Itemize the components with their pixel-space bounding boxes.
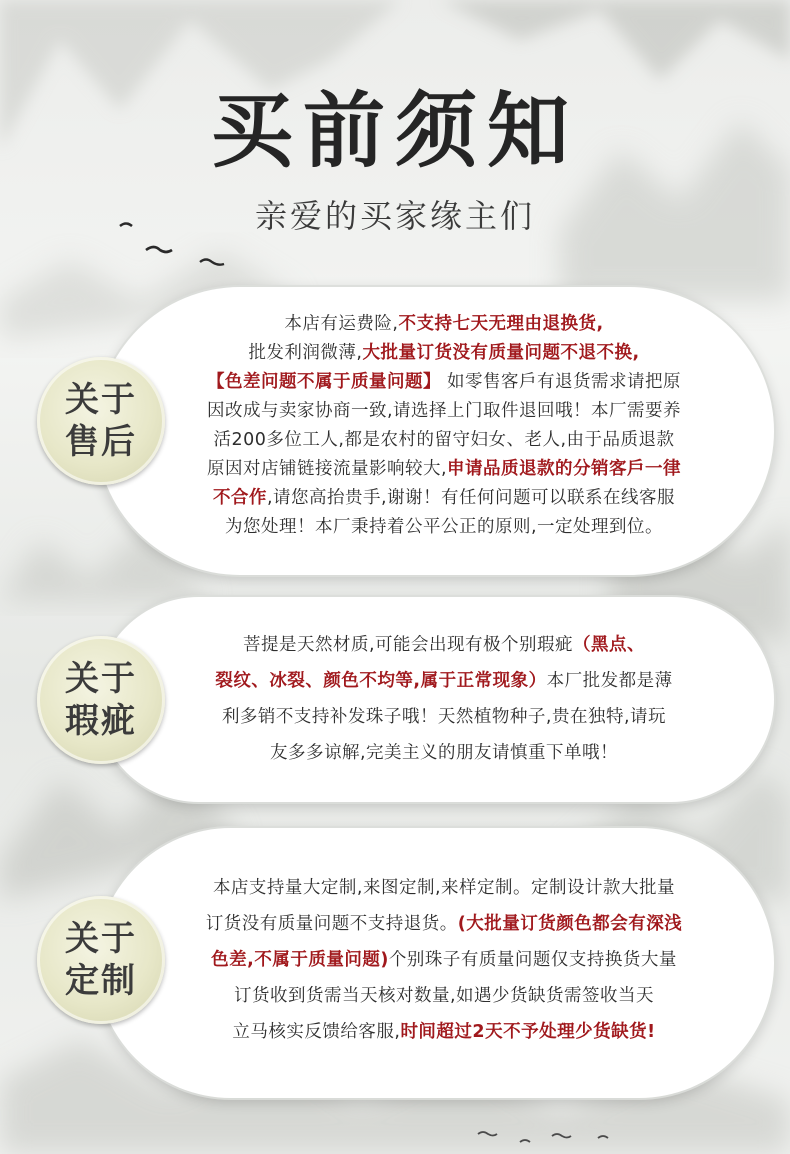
text-span: 本厂批发都是薄 <box>546 671 673 691</box>
text-span: 本店有运费险, <box>284 314 399 334</box>
text-line: 活200多位工人,都是农村的留守妇女、老人,由于品质退款 <box>213 430 675 450</box>
highlight-span: 【色差问题不属于质量问题】 <box>206 372 441 392</box>
highlight-span: 大批量订货没有质量问题不退不换, <box>362 343 640 363</box>
badge-label-line2: 定制 <box>65 961 137 1001</box>
flaws-text <box>160 627 728 771</box>
text-span: 原因对店铺链接流量影响较大, <box>206 459 448 479</box>
text-line <box>160 627 728 663</box>
after-sales-text <box>158 310 730 542</box>
text-line <box>158 1014 730 1050</box>
text-line <box>158 368 730 397</box>
text-line <box>158 455 730 484</box>
badge-label-line1: 关于 <box>65 919 137 959</box>
text-line: 为您处理！本厂秉持着公平公正的原则,一定处理到位。 <box>224 517 664 537</box>
text-span: 订货没有质量问题不支持退货。 <box>205 914 458 934</box>
text-span: 个别珠子有质量问题仅支持换货大量 <box>388 950 677 970</box>
text-span: 菩提是天然材质,可能会出现有极个别瑕疵 <box>242 635 574 655</box>
highlight-span: 申请品质退款的分销客戶一律 <box>447 459 682 479</box>
text-line <box>158 942 730 978</box>
text-span: 如零售客戶有退货需求请把原 <box>440 372 682 392</box>
page-subtitle: 亲爱的买家缘主们 <box>254 197 535 235</box>
text-span: 立马核实反馈给客服, <box>232 1022 401 1042</box>
text-line <box>158 906 730 942</box>
text-span: ,请您高抬贵手,谢谢！有任何问题可以联系在线客服 <box>266 488 676 508</box>
badge-label-line1: 关于 <box>65 380 137 420</box>
highlight-span: 色差,不属于质量问题) <box>211 950 389 970</box>
text-line: 友多多谅解,完美主义的朋友请慎重下单哦！ <box>269 743 619 763</box>
badge-label-line2: 瑕疵 <box>65 701 137 741</box>
text-line: 利多销不支持补发珠子哦！天然植物种子,贵在独特,请玩 <box>221 707 667 727</box>
badge-label-line1: 关于 <box>65 659 137 699</box>
highlight-span: 不合作 <box>212 488 267 508</box>
highlight-span: （黑点、 <box>573 635 646 655</box>
after-sales-badge <box>37 357 165 485</box>
text-line: 本店支持量大定制,来图定制,来样定制。定制设计款大批量 <box>212 878 676 898</box>
text-line <box>158 484 730 513</box>
text-line <box>160 663 728 699</box>
flaws-badge <box>37 636 165 764</box>
highlight-span: 时间超过2天不予处理少货缺货! <box>400 1022 656 1042</box>
custom-text <box>158 870 730 1050</box>
text-line <box>158 310 730 339</box>
text-line: 因改成与卖家协商一致,请选择上门取件退回哦！本厂需要养 <box>206 401 682 421</box>
badge-label-line2: 售后 <box>65 422 137 462</box>
page-title: 买前须知 <box>210 84 579 179</box>
text-span: 批发利润微薄, <box>248 343 363 363</box>
highlight-span: 裂纹、冰裂、颜色不均等,属于正常现象） <box>215 671 547 691</box>
custom-badge <box>37 896 165 1024</box>
text-line: 订货收到货需当天核对数量,如遇少货缺货需签收当天 <box>233 986 655 1006</box>
highlight-span: (大批量订货颜色都会有深浅 <box>457 914 683 934</box>
highlight-span: 不支持七天无理由退换货, <box>398 314 604 334</box>
text-line <box>158 339 730 368</box>
